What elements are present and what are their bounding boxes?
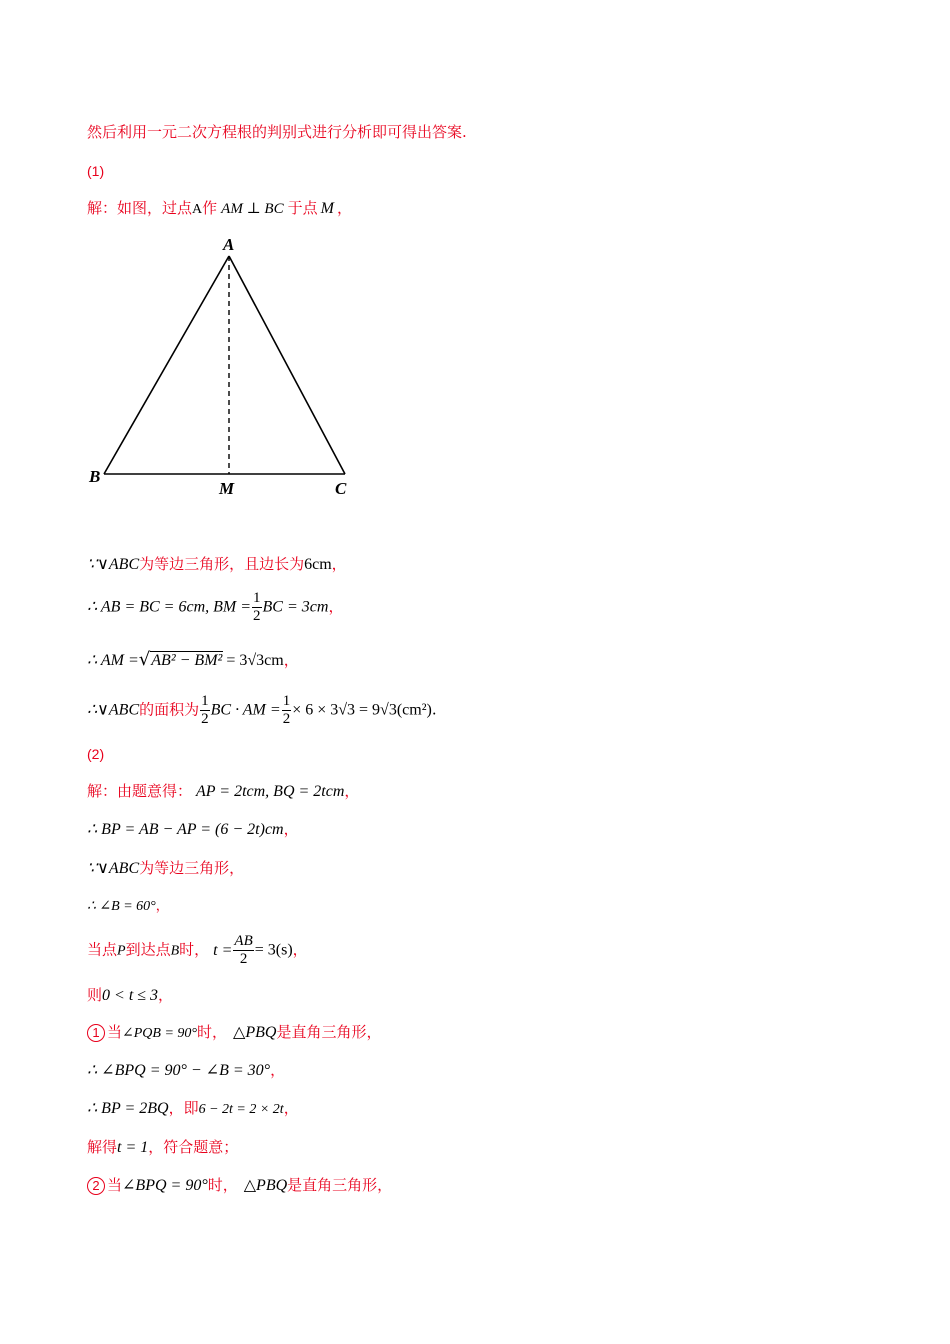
point-a-label: A: [192, 202, 203, 217]
case-1-marker: 1: [87, 1024, 105, 1042]
text-fragment: ，: [336, 199, 352, 217]
case-2-marker: 2: [87, 1177, 105, 1195]
vertex-b-label: B: [89, 467, 101, 486]
math-line-area: [87, 693, 437, 728]
math-line-angle-b: [87, 897, 169, 917]
text-fragment: 时，: [207, 1176, 238, 1194]
math-ab-bc: ∴ AB = BC = 6cm, BM =: [87, 598, 252, 616]
vertex-c-label: C: [335, 479, 347, 498]
math-radicand: AB² − BM²: [151, 652, 223, 669]
text-fragment: 是直角三角形，: [287, 1176, 393, 1194]
math-line-bp: [87, 819, 299, 840]
text-fragment: ，: [292, 940, 308, 959]
part-1-heading: [87, 161, 104, 181]
text-fragment: 解：由题意得：: [87, 782, 193, 800]
case-2-line: [87, 1175, 392, 1196]
vertex-a-label: A: [223, 235, 235, 254]
math-bp-2bq: ∴ BP = 2BQ: [87, 1100, 169, 1117]
math-triangle-pbq: △PBQ: [243, 1177, 288, 1194]
math-triangle-abc: ∵∨ABC: [87, 860, 140, 877]
part-2-label: (2): [87, 746, 105, 762]
text-fragment: 是直角三角形，: [276, 1023, 382, 1041]
math-angle-pqb: ∠PQB = 90°: [122, 1026, 198, 1041]
text-fragment: ，: [155, 899, 169, 914]
text-fragment: ，: [158, 986, 174, 1004]
text-fragment: ，: [344, 782, 360, 800]
fraction-half: [252, 590, 262, 625]
fraction-numerator: 1: [253, 590, 261, 606]
math-line-angle-bpq: [87, 1060, 285, 1081]
math-line-am: [87, 650, 299, 671]
text-fragment: 到达点: [125, 940, 171, 959]
text-fragment: 为等边三角形，且边长为: [139, 555, 305, 573]
text-fragment: 当点: [87, 940, 118, 959]
text-fragment: ，: [331, 555, 347, 573]
math-equation: 6 − 2t = 2 × 2t: [198, 1102, 284, 1117]
text-fragment: 时，: [197, 1023, 228, 1041]
text-fragment: 则: [87, 986, 103, 1004]
math-line-equilateral-2: [87, 858, 244, 879]
math-triangle-abc: ∴∨ABC: [87, 701, 140, 719]
part-2-heading: [87, 744, 104, 764]
text-fragment: ，: [270, 1061, 286, 1079]
text-fragment: ，符合题意；: [148, 1138, 239, 1156]
fraction-numerator: 1: [282, 693, 291, 709]
math-line-bp-2bq: [87, 1098, 299, 1120]
math-angle-b: ∴ ∠B = 60°: [87, 899, 156, 914]
text-fragment: .: [431, 700, 437, 719]
case-1-line: [87, 1022, 381, 1044]
text-fragment: 时，: [179, 940, 210, 959]
fraction-denominator: 2: [239, 951, 248, 967]
fraction-denominator: 2: [253, 608, 261, 624]
math-line-solution: [87, 1137, 238, 1158]
math-t-equals-1: t = 1: [117, 1139, 149, 1156]
math-line-ap-bq: [87, 781, 359, 802]
text-fragment: 的面积为: [139, 700, 200, 719]
math-area-value: × 6 × 3√3 = 9√3(cm²): [292, 701, 432, 719]
solution-line-1: [87, 198, 352, 220]
point-b-label: B: [170, 943, 180, 959]
text-fragment: 为等边三角形，: [139, 859, 245, 877]
point-m-figure-label: M: [219, 479, 235, 498]
math-t-range: 0 < t ≤ 3: [102, 987, 159, 1004]
text-fragment: ，即: [168, 1099, 199, 1117]
side-ab: [104, 256, 229, 474]
solution-intro: 解：如图，过点: [87, 199, 193, 217]
text-fragment: 当: [107, 1176, 123, 1194]
side-ac: [229, 256, 345, 474]
point-p-label: P: [117, 943, 126, 959]
math-am-eq: ∴ AM =: [87, 652, 139, 669]
math-t-eq: t =: [213, 941, 233, 959]
part-1-label: (1): [87, 163, 105, 179]
fraction-denominator: 2: [201, 711, 209, 727]
math-angle-bpq: ∴ ∠BPQ = 90° − ∠B = 30°: [87, 1062, 271, 1079]
math-bc-3cm: BC = 3cm: [262, 598, 329, 616]
math-angle-bpq: ∠BPQ = 90°: [122, 1177, 208, 1194]
fraction-half: [282, 693, 292, 728]
text-fragment: ，: [283, 651, 299, 669]
math-bp: ∴ BP = AB − AP = (6 − 2t)cm: [87, 821, 284, 838]
fraction-numerator: 1: [201, 693, 209, 709]
fraction-half: [200, 693, 210, 728]
math-line-time: [87, 933, 308, 968]
math-line-range: [87, 985, 173, 1006]
math-line-equilateral: [87, 554, 347, 575]
math-t-value: = 3(s): [254, 941, 293, 959]
text-fragment: 作: [202, 199, 218, 217]
text-fragment: ，: [283, 1099, 299, 1117]
math-am-perp-bc: AM ⊥ BC: [221, 201, 284, 217]
math-bc-am: BC · AM =: [210, 701, 281, 719]
math-triangle-abc: ∵∨ABC: [87, 556, 140, 573]
fraction-denominator: 2: [282, 711, 291, 727]
intro-text: 然后利用一元二次方程根的判别式进行分析即可得出答案.: [87, 123, 467, 141]
math-am-value: = 3√3cm: [226, 652, 284, 669]
math-ap-bq: AP = 2tcm, BQ = 2tcm: [196, 783, 345, 800]
triangle-figure: [85, 232, 360, 502]
fraction-numerator: AB: [234, 933, 253, 949]
point-m-label: M: [320, 200, 334, 217]
math-line-bm: [87, 590, 343, 625]
text-line-1: [87, 122, 467, 142]
text-fragment: 当: [107, 1023, 123, 1041]
text-fragment: ，: [328, 597, 344, 616]
text-fragment: 于点: [287, 199, 318, 217]
radical-sign: √: [138, 649, 151, 670]
text-fragment: ，: [283, 820, 299, 838]
text-fragment: 解得: [87, 1138, 118, 1156]
math-side-length: 6cm: [304, 556, 332, 573]
fraction-ab-over-2: [233, 933, 253, 968]
math-triangle-pbq: △PBQ: [233, 1024, 277, 1041]
